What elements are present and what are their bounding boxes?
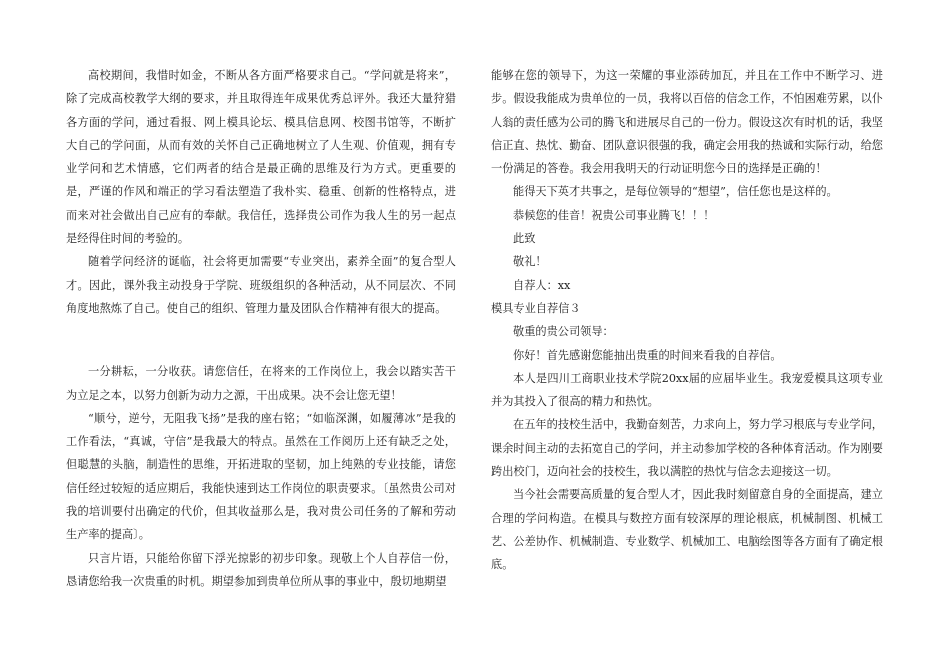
section-heading: 模具专业自荐信３ — [491, 301, 581, 315]
paragraph: 一分耕耘，一分收获。请您信任，在将来的工作岗位上，我会以踏实苦干为立足之本，以努力创新为动力之源，干出成果。决不会让您无望！ — [66, 365, 456, 402]
paragraph: 当今社会需要高质量的复合型人才，因此我时刻留意自身的全面提高，建立合理的学问构造。在模具与数控方面有较深厚的理论根底，机械制图、机械工艺、公差协作、机械制造、专业数学、机械加工、电脑绘图等各方面有了确定根底。 — [491, 488, 883, 572]
signature-line: 自荐人：xx — [513, 278, 571, 292]
right-column — [491, 64, 883, 577]
left-column — [66, 64, 456, 593]
paragraph: 随着学问经济的诞临，社会将更加需要“专业突出，素养全面”的复合型人才。因此，课外我主动投身于学院、班级组织的各种活动，从不同层次、不同角度地熬炼了自己。使自己的组织、管理力量及团队合作精神有很大的提高。 — [66, 255, 456, 315]
paragraph-gap — [66, 320, 456, 360]
paragraph: 你好！首先感谢您能抽出贵重的时间来看我的自荐信。 — [513, 348, 782, 362]
paragraph: 能得天下英才共事之，是每位领导的“想望”，信任您也是这样的。 — [513, 185, 838, 199]
paragraph: 在五年的技校生活中，我勤奋刻苦，力求向上，努力学习根底与专业学问，课余时间主动的去拓宽自己的学问，并主动参加学校的各种体育活动。作为刚要跨出校门，迈向社会的技校生，我以满腔的热忱与信念去迎接这一切。 — [491, 418, 883, 479]
closing-line: 此致 — [513, 232, 536, 246]
closing-line: 敬礼！ — [513, 255, 547, 269]
paragraph: 本人是四川工商职业技术学院20xx届的应届毕业生。我宠爱模具这项专业并为其投入了很高的精力和热忱。 — [491, 371, 883, 409]
paragraph: “顺兮，逆兮，无阻我飞扬”是我的座右铭；“如临深渊，如履薄冰”是我的工作看法，“真诚，守信”是我最大的特点。虽然在工作阅历上还有缺乏之处，但聪慧的头脑，制造性的思维，开拓进取的坚韧，加上纯熟的专业技能，请您信任经过较短的适应期后，我能快速到达工作岗位的职责要求。〔虽然贵公司对我的培训要付出确定的代价，但其收益那么是，我对贵公司任务的了解和劳动生产率的提高〕。 — [66, 411, 456, 542]
paragraph: 只言片语，只能给你留下浮光掠影的初步印象。现敬上个人自荐信一份，恳请您给我一次贵重的时机。期望参加到贵单位所从事的事业中，殷切地期望 — [66, 551, 456, 588]
paragraph: 高校期间，我惜时如金，不断从各方面严格要求自己。“学问就是将来”，除了完成高校教学大纲的要求，并且取得连年成果优秀总评外。我还大量狩猎各方面的学问，通过看报、网上模具论坛、模具信息网、校图书馆等，不断扩大自己的学问面，从而有效的关怀自己正确地树立了人生观、价值观，拥有专业学问和艺术情感，它们两者的结合是最正确的思维及行为方式。更重要的是，严谨的作风和端正的学习看法塑造了我朴实、稳重、创新的性格特点，进而来对社会做出自己应有的奉献。我信任，选择贵公司作为我人生的另一起点是经得住时间的考验的。 — [66, 69, 456, 246]
salutation: 敬重的贵公司领导： — [513, 325, 614, 339]
paragraph-continued: 能够在您的领导下，为这一荣耀的事业添砖加瓦，并且在工作中不断学习、进步。假设我能成为贵单位的一员，我将以百倍的信念工作，不怕困难劳累，以仆人翁的责任感为公司的腾飞和进展尽自己的一份力。假设这次有时机的话，我坚信正直、热忱、勤奋、团队意识很强的我，确定会用我的热诚和实际行动，给您一份满足的答卷。我会用我明天的行动证明您今日的选择是正确的！ — [491, 69, 883, 176]
paragraph: 恭候您的佳音！祝贵公司事业腾飞！！！ — [513, 208, 715, 222]
